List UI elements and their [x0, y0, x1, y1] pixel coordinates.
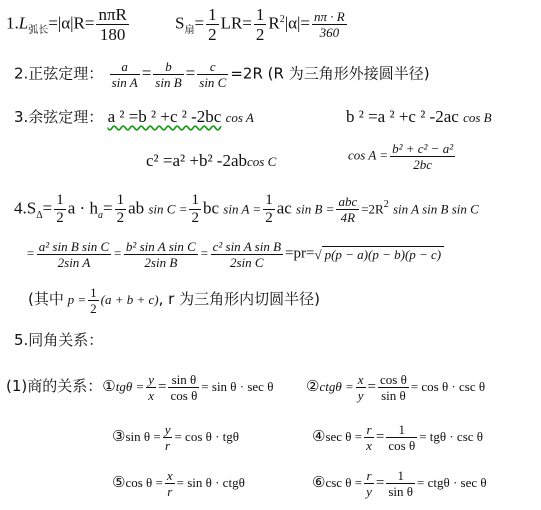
- incircle-note: [28, 286, 320, 315]
- csc-label: csc θ =: [325, 474, 363, 490]
- fraction-denominator: r: [165, 438, 171, 453]
- fraction-denominator: sin B: [155, 75, 182, 90]
- fraction-numerator: b² + c² − a²: [392, 141, 454, 156]
- law-of-cosines-row1: [14, 108, 254, 125]
- fraction-numerator: sin θ: [168, 373, 199, 388]
- fraction-numerator: abc: [338, 194, 358, 209]
- abs-alpha-term: |α|=: [284, 13, 311, 33]
- fraction-denominator: y: [366, 484, 372, 499]
- cos-identity-tail: = sin θ · ctgθ: [176, 474, 245, 490]
- fraction-numerator: c: [197, 60, 228, 75]
- law-of-cosines-b: [346, 108, 492, 125]
- cos-over-sin: [378, 373, 409, 402]
- arc-length-subscript: 弧长: [28, 24, 49, 36]
- half-fraction: $\frac{1}{2}$: [116, 192, 125, 226]
- fraction-denominator: x: [148, 388, 155, 403]
- half-fraction: $\frac{1}{2}$: [191, 192, 199, 226]
- arc-length-fraction: [96, 6, 128, 43]
- a-h-term: a · h: [67, 198, 98, 218]
- item-number: 1.: [6, 13, 19, 33]
- equals-sign: =: [194, 13, 205, 33]
- lr-term: LR=: [220, 13, 252, 33]
- fraction-numerator: y: [164, 422, 171, 437]
- sinA-term: sin A =: [223, 201, 262, 217]
- c-over-sinC: [197, 60, 228, 89]
- fraction-denominator: 2sin C: [230, 255, 264, 270]
- triangle-area-row2: = $\frac{\text{a² sin B sin C}}{\text{2sin A}}$ = $\frac{\text{b² sin A sin C}}{\text{2sin B}}$ = $\frac{\text{c² sin A sin B}}{\text{2sin C}}$ =pr=√ p(p − a)(p − b)(p − c): [26, 240, 444, 269]
- section-5-title: 5.同角关系：: [14, 331, 104, 349]
- arc-length-expr: =|α|R=: [48, 13, 95, 33]
- y-over-x: [146, 373, 156, 402]
- cosA-formula: [348, 142, 457, 171]
- pr-term: =pr=: [285, 245, 315, 262]
- fraction-denominator: 180: [99, 25, 126, 44]
- formula-sector-area: [175, 6, 349, 43]
- fraction-numerator: y: [148, 372, 155, 387]
- circled-2: ②: [306, 378, 320, 395]
- fraction-denominator: x: [366, 438, 372, 453]
- half-fraction: $\frac{1}{2}$: [90, 285, 97, 316]
- cosA-label: cos A =: [348, 147, 389, 163]
- sine-product: sin A sin B sin C: [392, 201, 479, 217]
- law-of-sines-title: 2.正弦定理：: [14, 64, 104, 83]
- ctg-label: ctgθ =: [319, 378, 354, 394]
- cosB-term: cos B: [463, 110, 492, 125]
- x-over-y: [356, 373, 366, 402]
- cosine-eq-a: a ² =b ² +c ² -2bc: [107, 107, 222, 126]
- circled-1: ①: [102, 378, 116, 395]
- fraction-numerator: r: [364, 469, 374, 484]
- tg-label: tgθ =: [115, 378, 145, 394]
- fraction-denominator: 2bc: [413, 157, 432, 172]
- law-of-cosines-title: 3.余弦定理：: [14, 108, 104, 126]
- sin-label: sin θ =: [125, 428, 161, 444]
- csc-identity-tail: = ctgθ · sec θ: [417, 474, 487, 490]
- fraction-denominator: 4R: [340, 210, 356, 225]
- bc-term: bc: [202, 198, 220, 218]
- fraction-numerator: 1: [386, 469, 415, 484]
- ab-term: ab: [128, 198, 145, 218]
- sin-identity-tail: = cos θ · tgθ: [174, 428, 240, 444]
- quotient-row3-cos: [112, 469, 245, 498]
- fraction-denominator: cos θ: [388, 438, 416, 453]
- one-over-cos: [386, 423, 417, 452]
- cos-label: cos θ =: [125, 474, 163, 490]
- fraction-numerator: 1: [255, 5, 265, 24]
- half-fraction: $\frac{1}{2}$: [265, 192, 273, 226]
- fraction-denominator: 2sin A: [57, 255, 91, 270]
- sin-over-cos: [168, 373, 199, 402]
- x-over-r: [165, 469, 175, 498]
- one-over-sin: [386, 469, 415, 498]
- formula-arc-length: [6, 6, 131, 43]
- fraction-numerator: c² sin A sin B: [212, 239, 282, 254]
- fraction-numerator: r: [364, 423, 374, 438]
- fraction-denominator: 360: [319, 25, 340, 40]
- quotient-row1-ctg: ②ctgθ = $\frac{x}{y}$ = $\frac{\text{cos θ}}{\text{sin θ}}$ = cos θ · csc θ: [306, 372, 486, 403]
- quotient-row1: (1)商的关系：①tgθ = $\frac{y}{x}$ = $\frac{\text{sin θ}}{\text{cos θ}}$ = sin θ · sec θ: [6, 372, 274, 403]
- area-label: 4.S: [14, 198, 37, 218]
- sec-label: sec θ =: [325, 428, 363, 444]
- fraction-denominator: 2: [255, 25, 265, 44]
- area-fraction-b: [124, 240, 198, 269]
- h-subscript: a: [97, 209, 103, 221]
- sec-identity-tail: = tgθ · csc θ: [419, 428, 484, 444]
- cosA-term: cos A: [225, 110, 254, 125]
- fraction-denominator: sin A: [111, 75, 138, 90]
- a-over-sinA: [110, 60, 140, 89]
- area-fraction-c: [211, 240, 283, 269]
- circled-4: ④: [312, 428, 326, 445]
- area-fraction-a: [37, 240, 111, 269]
- quotient-relation-title: (1)商的关系：: [6, 376, 103, 395]
- fraction-numerator: a² sin B sin C: [38, 239, 110, 254]
- quotient-row2-sec: ④sec θ = $\frac{r}{x}$ = $\frac{1}{\text{cos θ}}$ = tgθ · csc θ: [312, 422, 484, 453]
- fraction-numerator: 1: [386, 423, 417, 438]
- ac-term: ac: [276, 198, 292, 218]
- fraction-numerator: nπ · R: [314, 9, 345, 24]
- circled-5: ⑤: [112, 474, 126, 491]
- half-fraction: $\frac{1}{2}$: [56, 192, 64, 226]
- fraction-denominator: sin θ: [381, 388, 406, 403]
- abc-fraction: [336, 195, 359, 224]
- circled-3: ③: [112, 428, 126, 445]
- heron-radicand: p(p − a)(p − b)(p − c): [322, 246, 445, 262]
- cosC-term: cos C: [247, 154, 277, 169]
- r-term: R: [268, 13, 280, 33]
- fraction-numerator: b: [153, 60, 183, 75]
- fraction-denominator: 2: [208, 25, 217, 44]
- quotient-row2-sin: [112, 423, 239, 452]
- same-angle-title: [14, 333, 103, 348]
- sector-fraction: [312, 10, 347, 39]
- r-over-y: [364, 469, 374, 498]
- fraction-numerator: b² sin A sin C: [125, 239, 196, 254]
- fraction-numerator: x: [166, 468, 173, 483]
- semi-perimeter-symbol: p =: [67, 291, 87, 307]
- half-fraction-2: [254, 6, 267, 43]
- two-r-term: =2R: [361, 201, 384, 217]
- tg-identity-tail: = sin θ · sec θ: [201, 378, 274, 394]
- fraction-denominator: r: [167, 484, 173, 499]
- ctg-identity-tail: = cos θ · csc θ: [410, 378, 486, 394]
- fraction-denominator: 2sin B: [144, 255, 178, 270]
- y-over-r: [163, 423, 173, 452]
- cosine-eq-b: b ² =a ² +c ² -2ac: [346, 107, 459, 126]
- circumradius-note: =2R (R 为三角形外接圆半径): [230, 64, 430, 83]
- fraction-numerator: cos θ: [380, 372, 407, 387]
- r-over-x: [364, 423, 374, 452]
- fraction-denominator: sin θ: [388, 484, 414, 499]
- half-fraction: [206, 6, 219, 43]
- sinC-term: sin C =: [148, 201, 188, 217]
- fraction-numerator: a: [110, 60, 140, 75]
- cosine-eq-c: c² =a² +b² -2ab: [146, 151, 248, 170]
- triangle-area-row1: $4.S_\Delta=$ $\frac{1}{2}$ $a \cdot h_a=$ $\frac{1}{2}$ ab sin C = $\frac{1}{2}$ bc sin A = $\frac{1}{2}$ ac sin B = $\frac{\text{abc}}{4R}$ $=2R^2$ sin A sin B sin C: [14, 192, 479, 226]
- fraction-numerator: x: [357, 372, 364, 387]
- area-subscript: Δ: [36, 209, 43, 221]
- arc-length-symbol: L: [18, 13, 29, 33]
- sinB-term: sin B =: [296, 201, 335, 217]
- circled-6: ⑥: [312, 474, 326, 491]
- heron-sqrt: √ p(p − a)(p − b)(p − c): [314, 248, 444, 261]
- sector-subscript: 扇: [184, 24, 195, 36]
- exponent: 2: [279, 13, 285, 25]
- b-over-sinB: [153, 60, 183, 89]
- fraction-denominator: cos θ: [170, 388, 198, 403]
- cosA-fraction: [390, 142, 455, 171]
- fraction-numerator: nπR: [98, 5, 127, 24]
- fraction-denominator: y: [357, 388, 364, 403]
- sector-symbol: S: [175, 13, 185, 33]
- inradius-note: , r 为三角形内切圆半径): [158, 289, 320, 308]
- quotient-row3-csc: ⑥csc θ = $\frac{r}{y}$ = $\frac{1}{\text{sin θ}}$ = ctgθ · sec θ: [312, 468, 487, 499]
- fraction-denominator: sin C: [199, 75, 227, 90]
- fraction-numerator: 1: [208, 5, 217, 24]
- perimeter-expr: (a + b + c): [100, 291, 159, 307]
- law-of-sines: 2.正弦定理： $\frac{a}{\text{sin A}}$ = $\frac{b}{\text{sin B}}$ = $\frac{c}{\text{sin C}}$ =2R (R 为三角形外接圆半径): [14, 59, 430, 90]
- note-open: (其中: [28, 289, 64, 308]
- law-of-cosines-c: [146, 152, 276, 169]
